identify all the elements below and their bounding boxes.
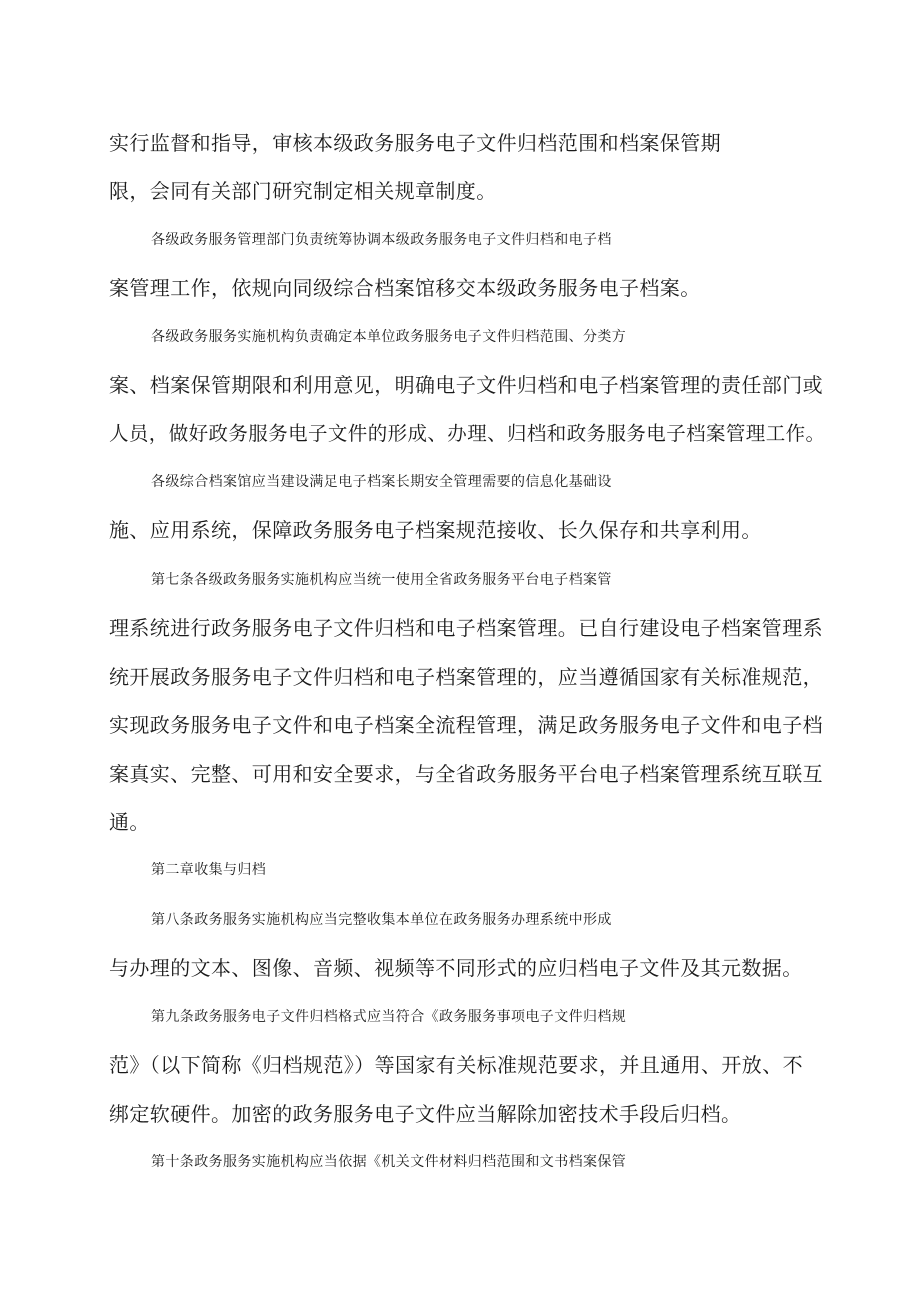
text-line-6: 案、档案保管期限和利用意见，明确电子文件归档和电子档案管理的责任部门或 [109, 373, 823, 397]
text-line-5: 各级政务服务实施机构负责确定本单位政务服务电子文件归档范围、分类方 [151, 329, 627, 345]
text-line-12: 统开展政务服务电子文件归档和电子档案管理的，应当遵循国家有关标准规范， [109, 665, 823, 689]
text-line-3: 各级政务服务管理部门负责统筹协调本级政务服务电子文件归档和电子档 [151, 232, 612, 248]
text-line-11: 理系统进行政务服务电子文件归档和电子档案管理。已自行建设电子档案管理系 [109, 616, 823, 640]
text-line-21: 绑定软硬件。加密的政务服务电子文件应当解除加密技术手段后归档。 [109, 1102, 742, 1126]
text-line-9: 施、应用系统，保障政务服务电子档案规范接收、长久保存和共享利用。 [109, 518, 762, 542]
text-line-8: 各级综合档案馆应当建设满足电子档案长期安全管理需要的信息化基础设 [151, 474, 612, 490]
text-line-14: 案真实、完整、可用和安全要求，与全省政务服务平台电子档案管理系统互联互 [109, 762, 823, 786]
chapter-heading: 第二章收集与归档 [151, 862, 267, 878]
text-line-22: 第十条政务服务实施机构应当依据《机关文件材料归档范围和文书档案保管 [151, 1154, 627, 1170]
text-line-2: 限，会同有关部门研究制定相关规章制度。 [109, 179, 497, 203]
text-line-15: 通。 [109, 810, 150, 834]
text-line-18: 与办理的文本、图像、音频、视频等不同形式的应归档电子文件及其元数据。 [109, 956, 803, 980]
text-line-10: 第七条各级政务服务实施机构应当统一使用全省政务服务平台电子档案管 [151, 572, 612, 588]
text-line-17: 第八条政务服务实施机构应当完整收集本单位在政务服务办理系统中形成 [151, 912, 612, 928]
text-line-4: 案管理工作，依规向同级综合档案馆移交本级政务服务电子档案。 [109, 276, 701, 300]
text-line-7: 人员，做好政务服务电子文件的形成、办理、归档和政务服务电子档案管理工作。 [109, 422, 826, 445]
text-line-19: 第九条政务服务电子文件归档格式应当符合《政务服务事项电子文件归档规 [151, 1009, 627, 1025]
text-line-1: 实行监督和指导，审核本级政务服务电子文件归档范围和档案保管期 [109, 131, 721, 155]
text-line-13: 实现政务服务电子文件和电子档案全流程管理，满足政务服务电子文件和电子档 [109, 713, 823, 737]
text-line-20: 范》（以下简称《归档规范》）等国家有关标准规范要求，并且通用、开放、不 [109, 1053, 803, 1077]
